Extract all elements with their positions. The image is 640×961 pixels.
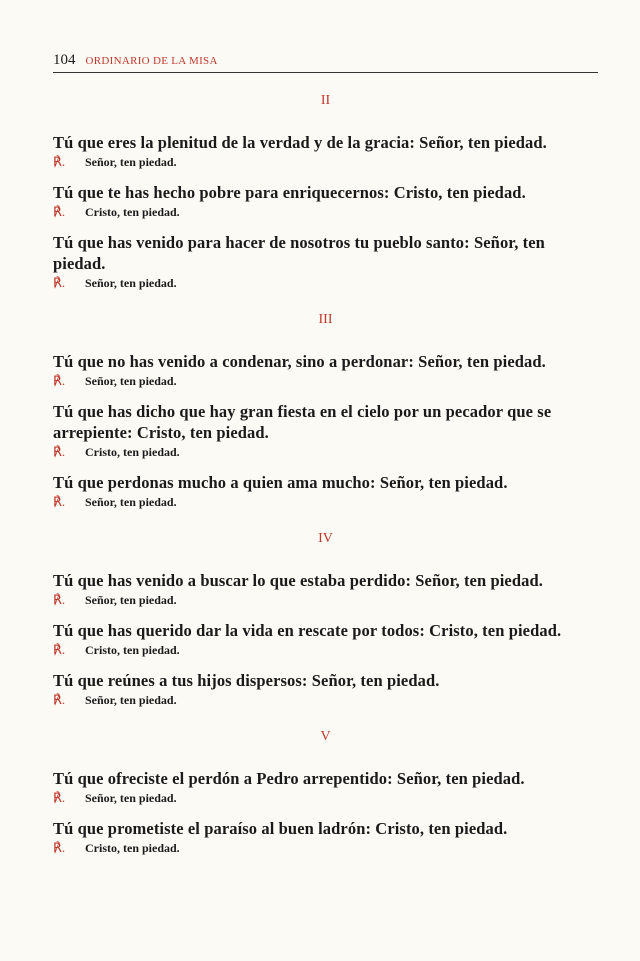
response-text: Cristo, ten piedad. (85, 643, 180, 657)
response-line (53, 444, 598, 460)
running-title: ORDINARIO DE LA MISA (85, 55, 218, 67)
invocation-text: Tú que no has venido a condenar, sino a perdonar: Señor, ten piedad. (53, 352, 546, 371)
invocation-text: Tú que reúnes a tus hijos dispersos: Señor, ten piedad. (53, 671, 440, 690)
response-line (53, 275, 598, 291)
page-content (53, 92, 598, 868)
section-numeral: V (320, 729, 331, 744)
response-line (53, 840, 598, 856)
response-line (53, 790, 598, 806)
response-line (53, 692, 598, 708)
section-numeral: IV (318, 531, 333, 546)
response-symbol: ℟. (53, 642, 66, 657)
page-header (53, 52, 598, 73)
response-line (53, 204, 598, 220)
invocation-text: Tú que has dicho que hay gran fiesta en el cielo por un pecador que se arrepiente: Cristo, ten piedad. (53, 402, 552, 442)
response-line (53, 494, 598, 510)
response-symbol: ℟. (53, 790, 66, 805)
section-2 (53, 311, 598, 510)
response-symbol: ℟. (53, 373, 66, 388)
section-1 (53, 92, 598, 291)
response-line (53, 592, 598, 608)
response-text: Cristo, ten piedad. (85, 205, 180, 219)
section-3 (53, 530, 598, 708)
response-symbol: ℟. (53, 494, 66, 509)
response-symbol: ℟. (53, 275, 66, 290)
invocation-text: Tú que ofreciste el perdón a Pedro arrepentido: Señor, ten piedad. (53, 769, 525, 788)
response-text: Cristo, ten piedad. (85, 445, 180, 459)
response-text: Cristo, ten piedad. (85, 841, 180, 855)
response-symbol: ℟. (53, 154, 66, 169)
response-line (53, 373, 598, 389)
response-text: Señor, ten piedad. (85, 791, 177, 805)
response-symbol: ℟. (53, 592, 66, 607)
response-text: Señor, ten piedad. (85, 693, 177, 707)
section-4 (53, 728, 598, 856)
invocation-text: Tú que perdonas mucho a quien ama mucho: Señor, ten piedad. (53, 473, 508, 492)
invocation-text: Tú que has querido dar la vida en rescate por todos: Cristo, ten piedad. (53, 621, 562, 640)
response-text: Señor, ten piedad. (85, 593, 177, 607)
response-line (53, 642, 598, 658)
response-line (53, 154, 598, 170)
response-symbol: ℟. (53, 692, 66, 707)
response-text: Señor, ten piedad. (85, 155, 177, 169)
section-numeral: II (320, 93, 331, 108)
invocation-text: Tú que eres la plenitud de la verdad y de la gracia: Señor, ten piedad. (53, 133, 547, 152)
response-symbol: ℟. (53, 840, 66, 855)
response-symbol: ℟. (53, 444, 66, 459)
invocation-text: Tú que te has hecho pobre para enriquecernos: Cristo, ten piedad. (53, 183, 526, 202)
invocation-text: Tú que has venido para hacer de nosotros tu pueblo santo: Señor, ten piedad. (53, 233, 545, 273)
response-text: Señor, ten piedad. (85, 276, 177, 290)
invocation-text: Tú que prometiste el paraíso al buen ladrón: Cristo, ten piedad. (53, 819, 508, 838)
response-symbol: ℟. (53, 204, 66, 219)
section-numeral: III (318, 312, 333, 327)
response-text: Señor, ten piedad. (85, 495, 177, 509)
response-text: Señor, ten piedad. (85, 374, 177, 388)
invocation-text: Tú que has venido a buscar lo que estaba perdido: Señor, ten piedad. (53, 571, 543, 590)
page-number: 104 (53, 52, 76, 68)
